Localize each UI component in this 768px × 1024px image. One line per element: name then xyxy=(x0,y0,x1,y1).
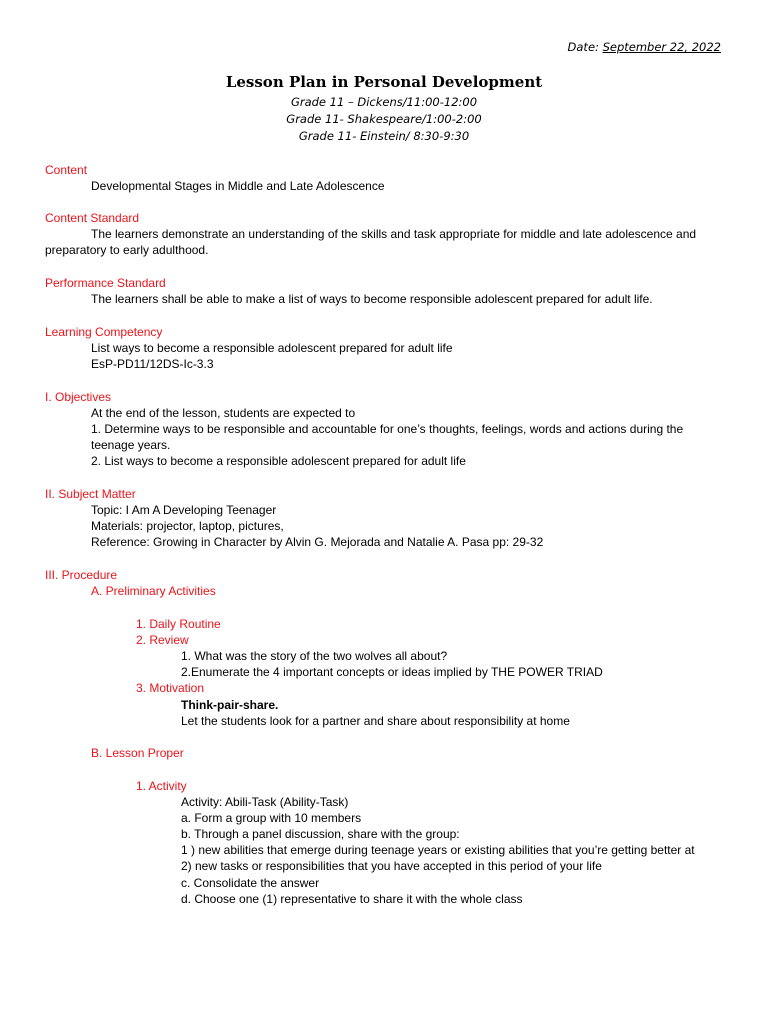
date-value: September 22, 2022 xyxy=(602,40,721,54)
motivation-text: Let the students look for a partner and share about responsibility at home xyxy=(181,714,570,728)
subject-matter-reference: Reference: Growing in Character by Alvin G. Mejorada and Natalie A. Pasa pp: 29-32 xyxy=(91,535,544,549)
activity-line: b. Through a panel discussion, share with the group: xyxy=(181,827,460,841)
content-standard-line-2: preparatory to early adulthood. xyxy=(45,243,209,257)
activity-item: 1. Activity xyxy=(136,779,187,793)
preliminary-activities-heading: A. Preliminary Activities xyxy=(91,584,216,598)
motivation-item: 3. Motivation xyxy=(136,681,205,695)
date-line xyxy=(568,40,721,54)
grade-line-2: Grade 11- Shakespeare/1:00-2:00 xyxy=(286,112,482,126)
subject-matter-heading: II. Subject Matter xyxy=(45,487,136,501)
procedure-heading: III. Procedure xyxy=(45,568,118,582)
learning-competency-line-1: List ways to become a responsible adolescent prepared for adult life xyxy=(91,341,453,355)
review-item: 2. Review xyxy=(136,633,189,647)
daily-routine-item: 1. Daily Routine xyxy=(136,617,221,631)
grade-line-1: Grade 11 – Dickens/11:00-12:00 xyxy=(290,95,478,109)
subject-matter-materials: Materials: projector, laptop, pictures, xyxy=(91,519,284,533)
activity-line: c. Consolidate the answer xyxy=(181,876,320,890)
lesson-proper-heading: B. Lesson Proper xyxy=(91,746,184,760)
learning-competency-code: EsP-PD11/12DS-Ic-3.3 xyxy=(91,357,214,371)
subject-matter-topic: Topic: I Am A Developing Teenager xyxy=(91,503,277,517)
content-heading: Content xyxy=(45,163,88,177)
content-standard-line-1: The learners demonstrate an understanding of the skills and task appropriate for middle and late adolescence and xyxy=(91,227,697,241)
learning-competency-heading: Learning Competency xyxy=(45,325,163,339)
activity-line: Activity: Abili-Task (Ability-Task) xyxy=(181,795,349,809)
activity-line: 1 ) new abilities that emerge during teenage years or existing abilities that you’re getting better at xyxy=(181,843,695,857)
review-question-2: 2.Enumerate the 4 important concepts or ideas implied by THE POWER TRIAD xyxy=(181,665,603,679)
objectives-intro: At the end of the lesson, students are expected to xyxy=(91,406,356,420)
activity-line: a. Form a group with 10 members xyxy=(181,811,362,825)
date-label: Date: xyxy=(567,40,599,54)
page-title: Lesson Plan in Personal Development xyxy=(225,73,543,91)
performance-standard-text: The learners shall be able to make a list of ways to become responsible adolescent prepared for adult life. xyxy=(91,292,653,306)
activity-line: 2) new tasks or responsibilities that you have accepted in this period of your life xyxy=(181,859,602,873)
content-standard-heading: Content Standard xyxy=(45,211,140,225)
objective-1-line-1: 1. Determine ways to be responsible and accountable for one’s thoughts, feelings, words and actions during the xyxy=(91,422,684,436)
motivation-title: Think-pair-share. xyxy=(181,698,279,712)
objective-2: 2. List ways to become a responsible adolescent prepared for adult life xyxy=(91,454,466,468)
objective-1-line-2: teenage years. xyxy=(91,438,171,452)
review-question-1: 1. What was the story of the two wolves all about? xyxy=(181,649,448,663)
performance-standard-heading: Performance Standard xyxy=(45,276,166,290)
activity-line: d. Choose one (1) representative to share it with the whole class xyxy=(181,892,523,906)
grade-line-3: Grade 11- Einstein/ 8:30-9:30 xyxy=(298,129,470,143)
content-text: Developmental Stages in Middle and Late Adolescence xyxy=(91,179,385,193)
objectives-heading: I. Objectives xyxy=(45,390,112,404)
